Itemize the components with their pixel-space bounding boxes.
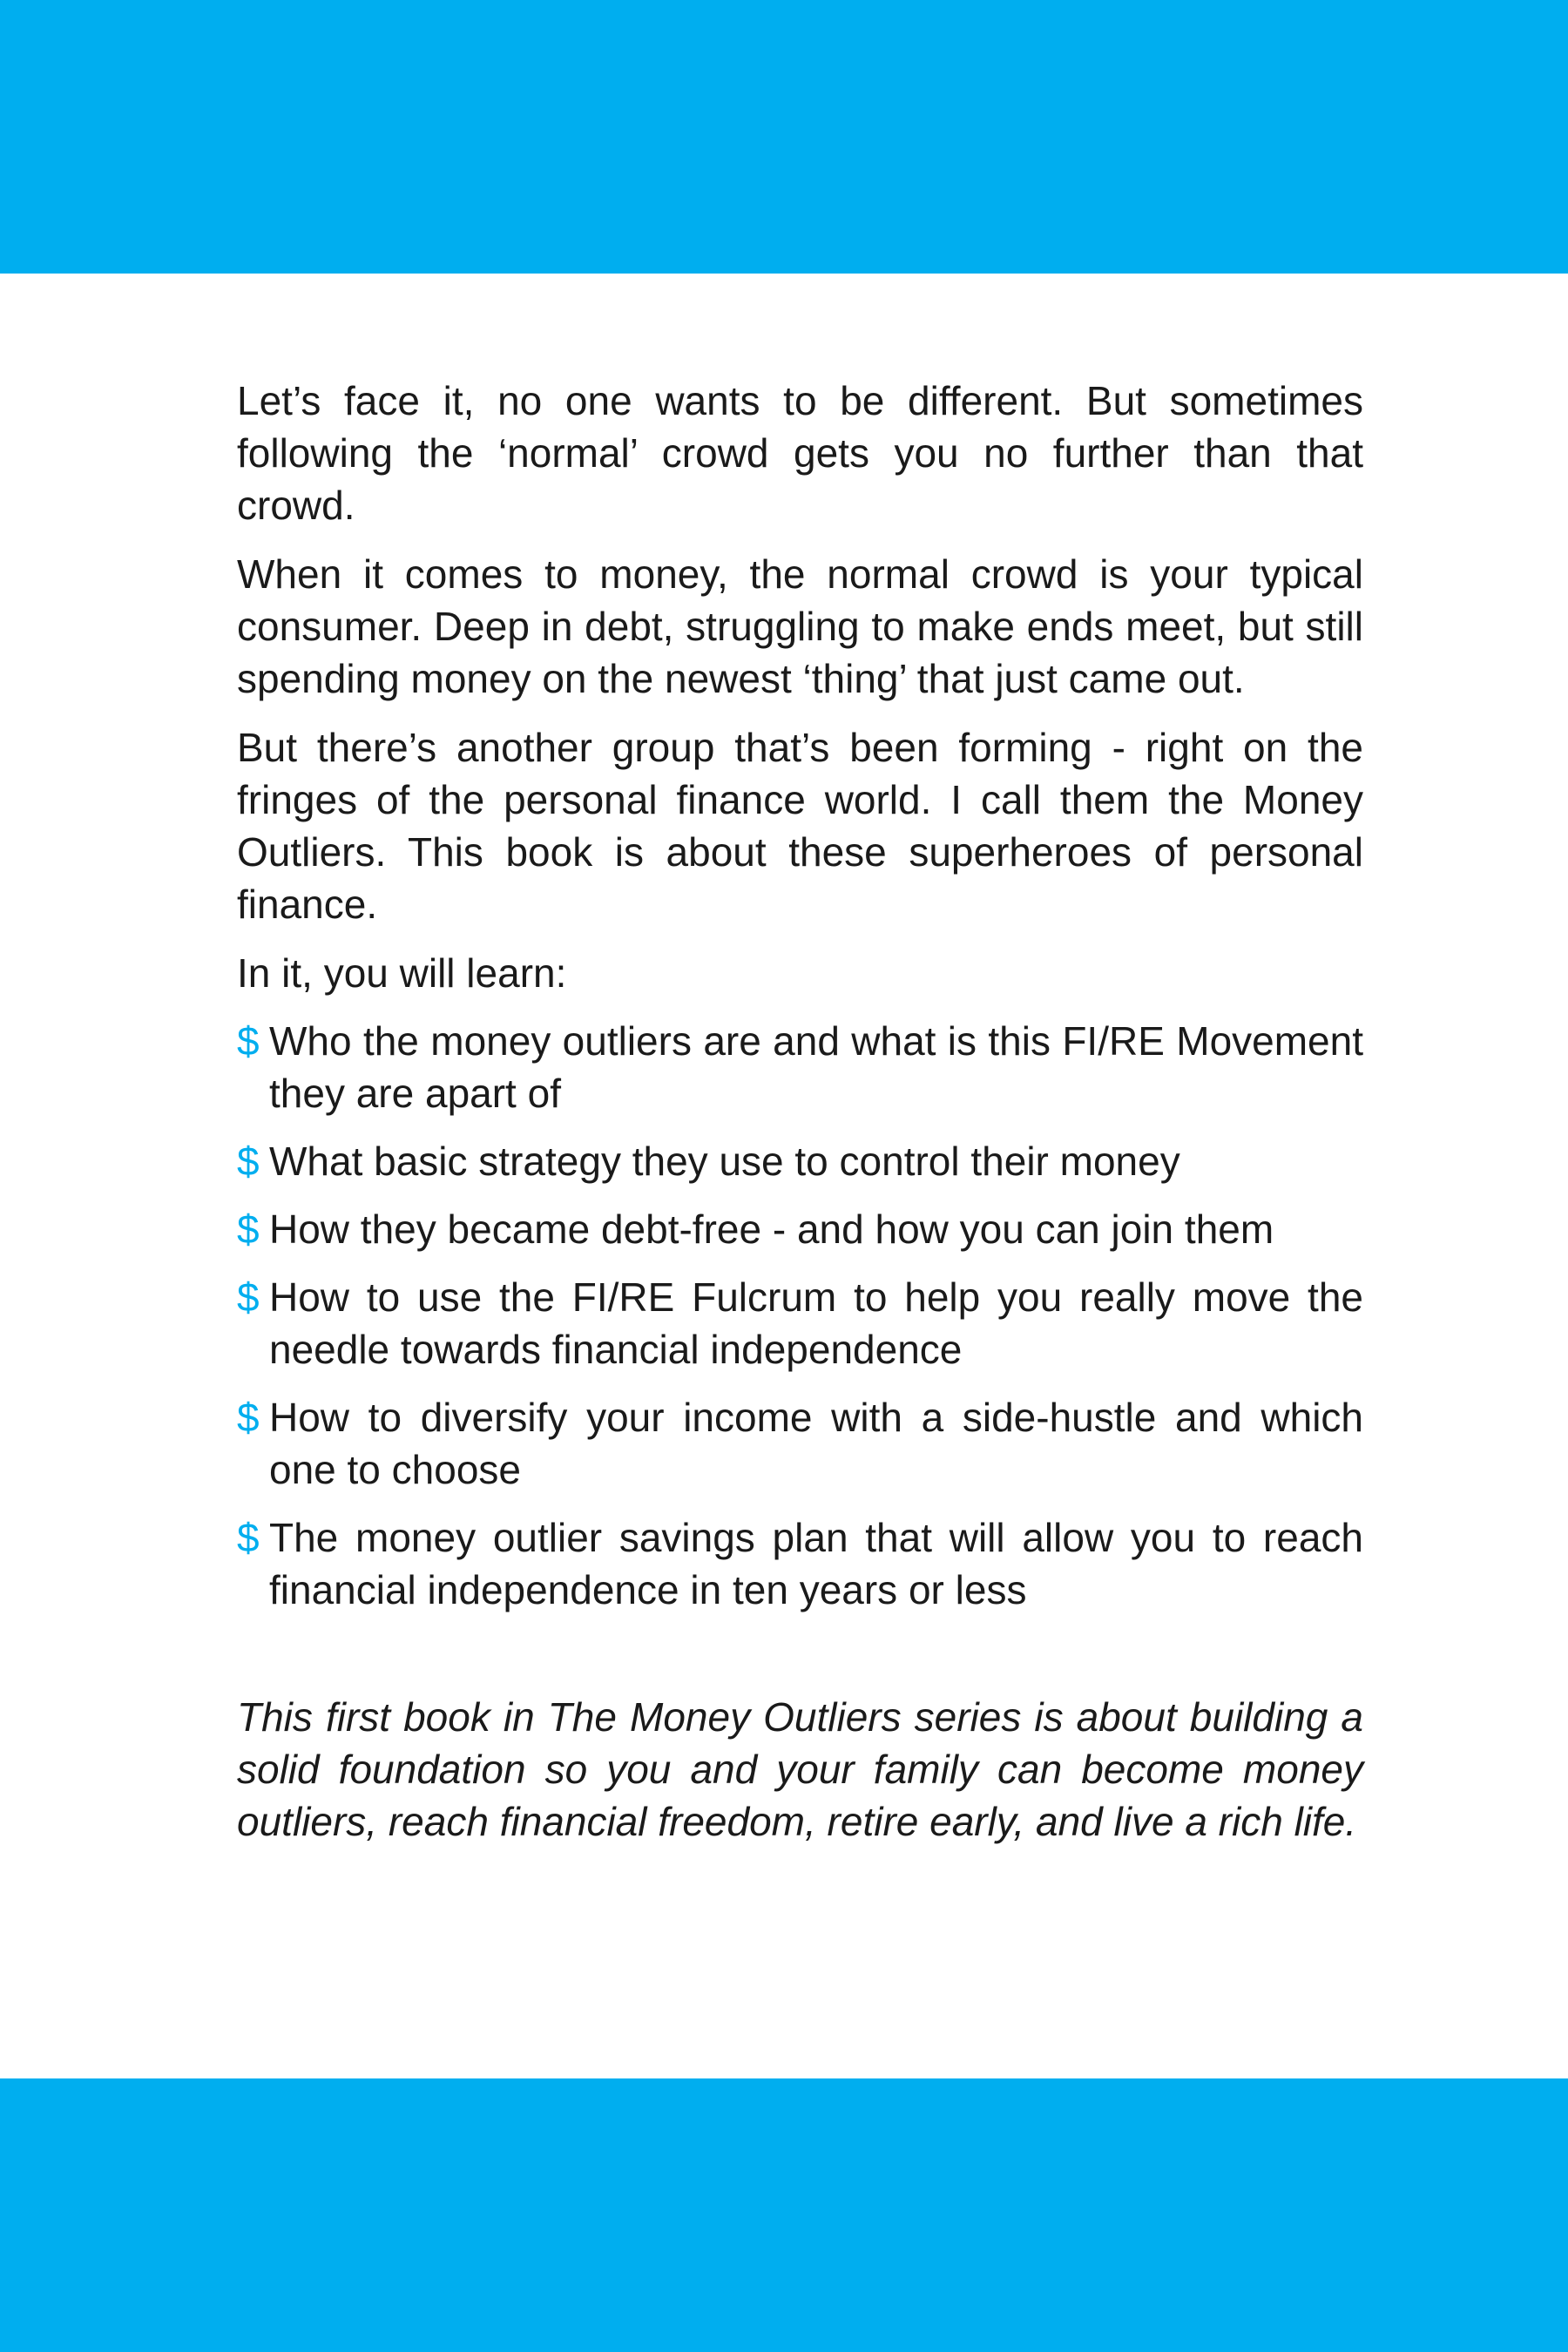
dollar-bullet-icon: $ [237,1139,260,1184]
list-item-text: How they became debt-free - and how you can join them [269,1206,1274,1252]
list-item-text: What basic strategy they use to control their money [269,1139,1180,1184]
dollar-bullet-icon: $ [237,1206,260,1252]
list-item-text: How to diversify your income with a side-hustle and which one to choose [269,1395,1363,1492]
learn-intro: In it, you will learn: [237,950,567,996]
back-cover-text [237,375,1363,1848]
closing-statement: This first book in The Money Outliers series is about building a solid foundation so you and your family can become money outliers, reach financial freedom, retire early, and live a rich life. [237,1694,1363,1844]
dollar-bullet-icon: $ [237,1395,260,1440]
paragraph-normal-crowd: When it comes to money, the normal crowd is your typical consumer. Deep in debt, struggling to make ends meet, but still spending money on the newest ‘thing’ that just came out. [237,551,1363,701]
top-color-band [0,0,1568,274]
list-item [237,1203,1363,1255]
list-item-text: Who the money outliers are and what is this FI/RE Movement they are apart of [269,1018,1363,1116]
list-item-text: The money outlier savings plan that will allow you to reach financial independence in ten years or less [269,1515,1363,1612]
bottom-color-band [0,2078,1568,2352]
list-item [237,1135,1363,1187]
paragraph-money-outliers: But there’s another group that’s been forming - right on the fringes of the personal finance world. I call them the Money Outliers. This book is about these superheroes of personal finance. [237,725,1363,927]
dollar-bullet-icon: $ [237,1018,260,1064]
list-item [237,1391,1363,1496]
list-item-text: How to use the FI/RE Fulcrum to help you really move the needle towards financial independence [269,1274,1363,1372]
list-item [237,1511,1363,1616]
paragraph-intro: Let’s face it, no one wants to be different. But sometimes following the ‘normal’ crowd gets you no further than that crowd. [237,378,1363,528]
dollar-bullet-icon: $ [237,1515,260,1560]
list-item [237,1015,1363,1119]
dollar-bullet-icon: $ [237,1274,260,1320]
list-item [237,1271,1363,1375]
learning-points-list [237,1015,1363,1616]
